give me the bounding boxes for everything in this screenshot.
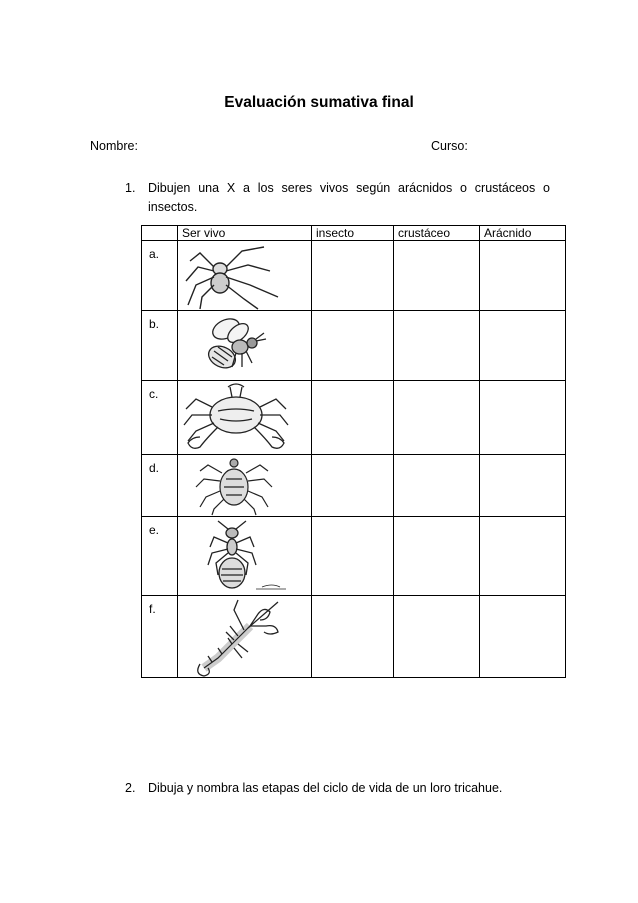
header-crustaceo: crustáceo [394, 226, 480, 241]
page-title: Evaluación sumativa final [224, 94, 414, 111]
header-empty [142, 226, 178, 241]
header-insecto: insecto [312, 226, 394, 241]
cell-insecto[interactable] [312, 381, 394, 455]
row-letter: b. [142, 311, 178, 381]
bee-icon [178, 311, 312, 381]
cell-aracnido[interactable] [480, 241, 566, 311]
cell-crustaceo[interactable] [394, 596, 480, 678]
row-letter: c. [142, 381, 178, 455]
cell-insecto[interactable] [312, 596, 394, 678]
row-letter: f. [142, 596, 178, 678]
table-row [142, 455, 566, 517]
ant-icon [178, 517, 312, 596]
row-letter: e. [142, 517, 178, 596]
tick-icon [178, 455, 312, 517]
cell-aracnido[interactable] [480, 381, 566, 455]
cell-aracnido[interactable] [480, 311, 566, 381]
table-row [142, 311, 566, 381]
row-letter: a. [142, 241, 178, 311]
lobster-icon [178, 596, 312, 678]
spider-icon [178, 241, 312, 311]
classification-table [141, 225, 566, 678]
table-row [142, 241, 566, 311]
cell-insecto[interactable] [312, 241, 394, 311]
cell-aracnido[interactable] [480, 596, 566, 678]
question-1-number: 1. [125, 181, 136, 195]
question-2 [125, 779, 502, 797]
question-2-text: Dibuja y nombra las etapas del ciclo de vida de un loro tricahue. [148, 781, 503, 795]
question-1-text: Dibujen una X a los seres vivos según arácnidos o crustáceos o insectos. [148, 181, 550, 214]
table-row [142, 381, 566, 455]
cell-crustaceo[interactable] [394, 241, 480, 311]
cell-aracnido[interactable] [480, 517, 566, 596]
cell-aracnido[interactable] [480, 455, 566, 517]
table-header-row [142, 226, 566, 241]
question-1 [125, 179, 550, 217]
cell-crustaceo[interactable] [394, 311, 480, 381]
cell-crustaceo[interactable] [394, 381, 480, 455]
crab-icon [178, 381, 312, 455]
cell-insecto[interactable] [312, 517, 394, 596]
cell-crustaceo[interactable] [394, 455, 480, 517]
header-aracnido: Arácnido [480, 226, 566, 241]
question-2-number: 2. [125, 781, 136, 795]
table-row [142, 596, 566, 678]
cell-insecto[interactable] [312, 455, 394, 517]
course-label: Curso: [431, 139, 468, 153]
name-label: Nombre: [90, 139, 138, 153]
cell-insecto[interactable] [312, 311, 394, 381]
header-ser-vivo: Ser vivo [178, 226, 312, 241]
cell-crustaceo[interactable] [394, 517, 480, 596]
row-letter: d. [142, 455, 178, 517]
table-row [142, 517, 566, 596]
